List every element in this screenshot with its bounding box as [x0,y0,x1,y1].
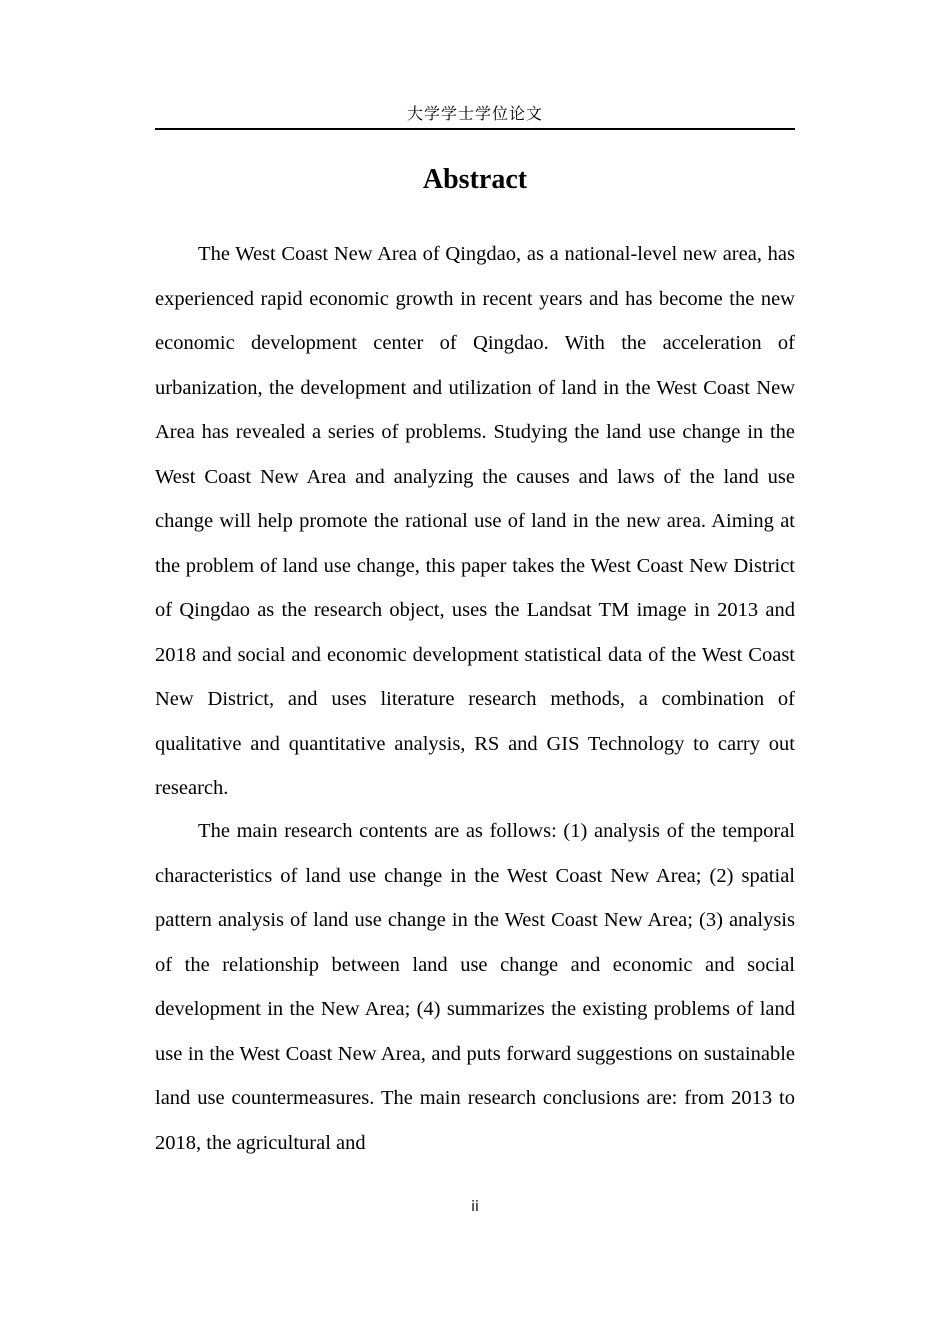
abstract-paragraph-1: The West Coast New Area of Qingdao, as a national-level new area, has experienced rapid economic growth in recent years and has become the new economic development center of Qingdao. With the acceleration of urbanization, the development and utilization of land in the West Coast New Area has revealed a series of problems. Studying the land use change in the West Coast New Area and analyzing the causes and laws of the land use change will help promote the rational use of land in the new area. Aiming at the problem of land use change, this paper takes the West Coast New District of Qingdao as the research object, uses the Landsat TM image in 2013 and 2018 and social and economic development statistical data of the West Coast New District, and uses literature research methods, a combination of qualitative and quantitative analysis, RS and GIS Technology to carry out research. [155,243,795,799]
running-header-text: 大学学士学位论文 [406,104,543,123]
page-number: ii [471,1199,479,1215]
running-header [155,102,795,130]
section-title: Abstract [422,164,528,195]
abstract-paragraph-2: The main research contents are as follows: (1) analysis of the temporal characteristics of land use change in the West Coast New Area; (2) spatial pattern analysis of land use change in the West Coast New Area; (3) analysis of the relationship between land use change and economic and social development in the New Area; (4) summarizes the existing problems of land use in the West Coast New Area, and puts forward suggestions on sustainable land use countermeasures. The main research conclusions are: from 2013 to 2018, the agricultural and [155,820,795,1154]
